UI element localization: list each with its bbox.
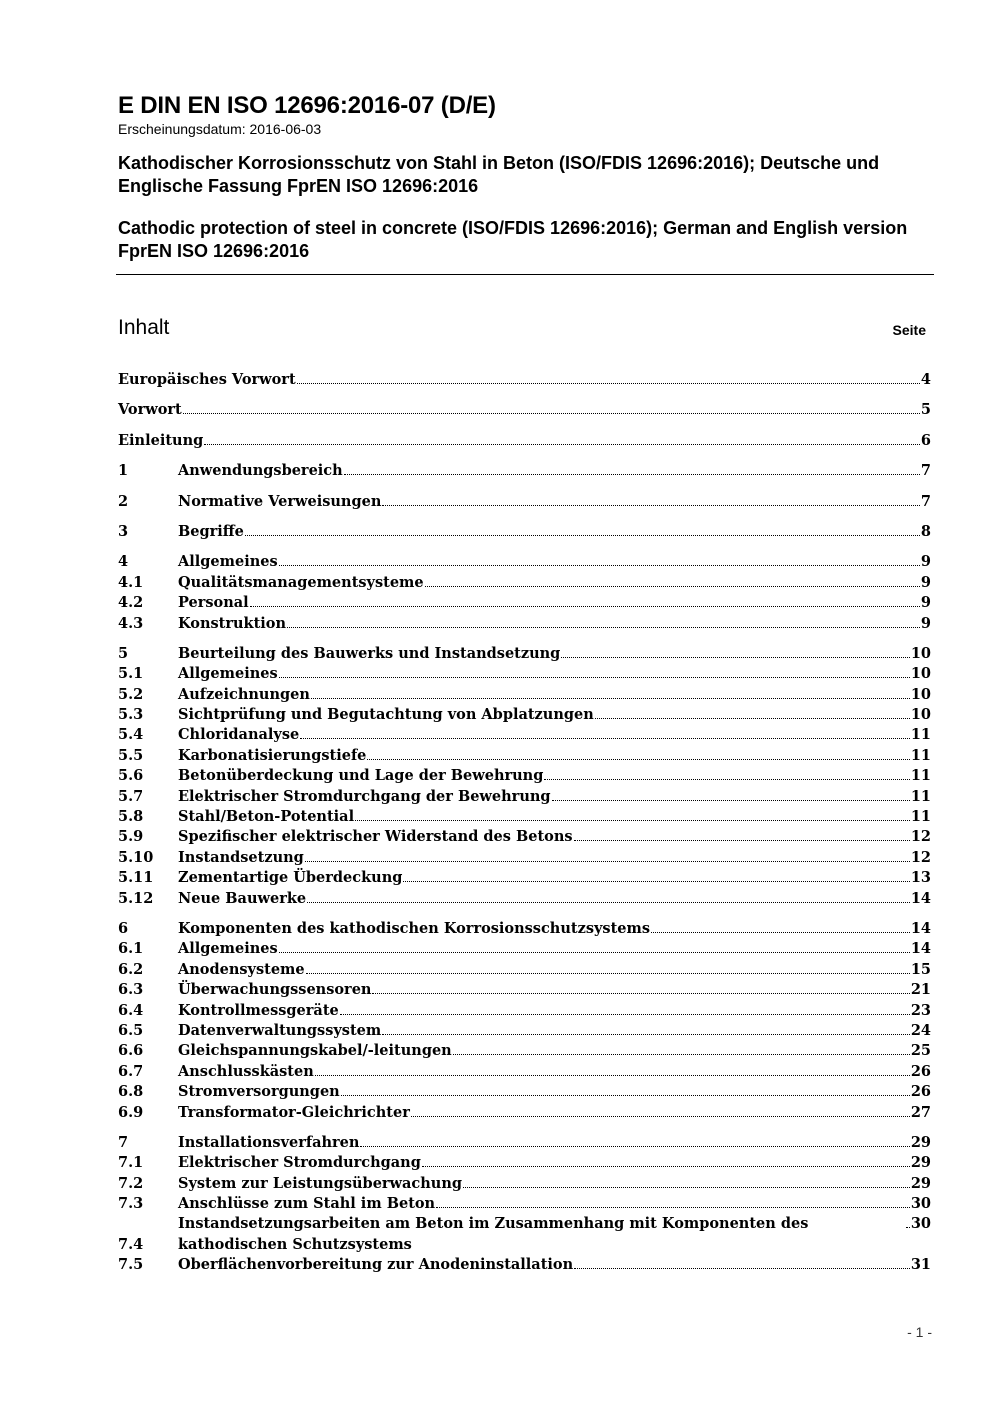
toc-dot-leader: [297, 383, 920, 384]
toc-entry-number: 6.3: [118, 981, 144, 999]
toc-dot-leader: [544, 779, 909, 780]
toc-entry[interactable]: [118, 1041, 931, 1061]
toc-entry-line: [178, 1214, 931, 1255]
toc-entry-page: 10: [910, 685, 931, 703]
toc-entry-label: Personal: [178, 594, 249, 612]
toc-dot-leader: [315, 1075, 910, 1076]
toc-entry-page: 25: [910, 1042, 931, 1060]
toc-dot-leader: [552, 800, 910, 801]
toc-entry[interactable]: [118, 827, 931, 847]
toc-entry[interactable]: [118, 705, 931, 725]
toc-entry-label: Begriffe: [178, 522, 244, 540]
toc-entry-label: Allgemeines: [178, 940, 278, 958]
toc-dot-leader: [453, 1054, 910, 1055]
toc-entry-label: Qualitätsmanagementsysteme: [178, 573, 424, 591]
toc-entry[interactable]: [118, 593, 931, 613]
toc-entry-line: [178, 725, 931, 745]
toc-entry-label: Normative Verweisungen: [178, 492, 382, 510]
toc-entry-number: 3: [118, 522, 129, 540]
toc-entry[interactable]: [118, 552, 931, 572]
toc-entry[interactable]: [118, 1082, 931, 1102]
toc-entry-number: 4.1: [118, 573, 144, 591]
toc-dot-leader: [306, 973, 910, 974]
toc-entry[interactable]: [118, 807, 931, 827]
toc-dot-leader: [340, 1014, 910, 1015]
toc-dot-leader: [300, 738, 910, 739]
toc-entry-number: 5.12: [118, 889, 154, 907]
toc-entry-number: 5.10: [118, 848, 154, 866]
toc-entry-page: 29: [910, 1133, 931, 1151]
toc-entry[interactable]: [118, 644, 931, 664]
toc-dot-leader: [574, 1268, 910, 1269]
toc-entry-number: 6.2: [118, 960, 144, 978]
toc-entry-number: 6.5: [118, 1021, 144, 1039]
toc-entry-page: 10: [910, 665, 931, 683]
toc-dot-leader: [382, 505, 920, 506]
toc-entry-page: 9: [920, 594, 931, 612]
toc-entry[interactable]: [118, 1133, 931, 1153]
toc-dot-leader: [279, 677, 910, 678]
toc-entry-label: Beurteilung des Bauwerks und Instandsetzung: [178, 644, 561, 662]
toc-entry-label: System zur Leistungsüberwachung: [178, 1174, 463, 1192]
toc-entry[interactable]: [118, 1062, 931, 1082]
toc-entry-number: 5.1: [118, 665, 144, 683]
toc-entry[interactable]: [118, 1103, 931, 1123]
toc-entry-number: 5.5: [118, 746, 144, 764]
toc-entry[interactable]: [118, 461, 931, 481]
toc-entry[interactable]: [118, 889, 931, 909]
toc-entry-number: 5.11: [118, 869, 154, 887]
toc-dot-leader: [355, 820, 910, 821]
toc-entry-line: [118, 431, 931, 451]
toc-entry-page: 14: [910, 940, 931, 958]
toc-entry-page: 9: [920, 614, 931, 632]
toc-entry-line: [178, 552, 931, 572]
toc-entry-page: 27: [910, 1103, 931, 1121]
publication-date: Erscheinungsdatum: 2016-06-03: [118, 121, 322, 137]
toc-entry[interactable]: [118, 664, 931, 684]
toc-entry-line: [178, 1133, 931, 1153]
toc-dot-leader: [574, 840, 910, 841]
toc-entry-page: 5: [920, 401, 931, 419]
toc-page-column-label: Seite: [892, 322, 926, 338]
toc-dot-leader: [906, 1227, 910, 1228]
toc-entry-label: Elektrischer Stromdurchgang der Bewehrung: [178, 787, 551, 805]
toc-entry-page: 30: [910, 1195, 931, 1213]
toc-entry-label: Zementartige Überdeckung: [178, 869, 403, 887]
toc-entry[interactable]: [118, 980, 931, 1000]
toc-entry-label: Transformator-Gleichrichter: [178, 1103, 410, 1121]
toc-entry-page: 23: [910, 1001, 931, 1019]
toc-entry-line: [178, 1194, 931, 1214]
toc-entry-line: [178, 644, 931, 664]
toc-entry[interactable]: [118, 1001, 931, 1021]
toc-entry[interactable]: [118, 725, 931, 745]
toc-entry-line: [118, 400, 931, 420]
toc-entry-page: 4: [920, 371, 931, 388]
toc-dot-leader: [360, 1146, 909, 1147]
toc-entry-page: 9: [920, 553, 931, 571]
toc-entry-label: Komponenten des kathodischen Korrosionsschutzsystems: [178, 919, 651, 937]
toc-entry-page: 13: [910, 869, 931, 887]
toc-entry-page: 29: [910, 1174, 931, 1192]
toc-entry-label: Gleichspannungskabel/-leitungen: [178, 1042, 452, 1060]
document-header: [118, 92, 934, 263]
toc-entry-number: 4.2: [118, 594, 144, 612]
toc-entry-page: 15: [910, 960, 931, 978]
toc-entry[interactable]: [118, 492, 931, 512]
toc-entry-page: 26: [910, 1083, 931, 1101]
toc-entry-line: [178, 573, 931, 593]
toc-entry-page: 30: [910, 1215, 931, 1233]
toc-entry-page: 10: [910, 644, 931, 662]
toc-entry-label: Aufzeichnungen: [178, 685, 310, 703]
toc-entry-page: 31: [910, 1256, 931, 1274]
toc-entry-number: 4.3: [118, 614, 144, 632]
toc-entry[interactable]: [118, 1194, 931, 1214]
toc-header: [118, 314, 926, 344]
toc-entry-line: [178, 614, 931, 634]
toc-dot-leader: [183, 413, 920, 414]
toc-entry[interactable]: [118, 919, 931, 939]
toc-entry-page: 26: [910, 1062, 931, 1080]
toc-entry-label: Überwachungssensoren: [178, 981, 372, 999]
toc-entry-line: [178, 889, 931, 909]
toc-entry-label: Instandsetzung: [178, 848, 304, 866]
toc-entry[interactable]: [118, 400, 931, 420]
toc-entry-number: 6.1: [118, 940, 144, 958]
toc-entry-line: [178, 919, 931, 939]
toc-entry-line: [178, 492, 931, 512]
toc-entry-label: Neue Bauwerke: [178, 889, 307, 907]
toc-dot-leader: [422, 1166, 910, 1167]
toc-entry-page: 9: [920, 573, 931, 591]
toc-entry-label: Anodensysteme: [178, 960, 305, 978]
toc-entry[interactable]: [118, 787, 931, 807]
toc-entry-line: [178, 593, 931, 613]
toc-entry-label: Kontrollmessgeräte: [178, 1001, 339, 1019]
toc-entry-line: [118, 370, 931, 390]
toc-entry[interactable]: [118, 939, 931, 959]
toc-entry-number: 2: [118, 492, 129, 510]
toc-entry-label: Datenverwaltungssystem: [178, 1021, 382, 1039]
toc-entry[interactable]: [118, 522, 931, 542]
toc-dot-leader: [307, 902, 910, 903]
header-divider: [116, 274, 934, 275]
title-german: Kathodischer Korrosionsschutz von Stahl in Beton (ISO/FDIS 12696:2016); Deutsche und Englische Fassung FprEN ISO 12696:2016: [118, 153, 880, 196]
toc-dot-leader: [372, 993, 909, 994]
toc-entry-label: Oberflächenvorbereitung zur Anodeninstallation: [178, 1256, 574, 1274]
toc-entry[interactable]: [118, 1174, 931, 1194]
toc-entry-label: Allgemeines: [178, 665, 278, 683]
toc-dot-leader: [245, 535, 920, 536]
toc-entry-line: [178, 522, 931, 542]
toc-entry-line: [178, 848, 931, 868]
toc-entry-number: 7.2: [118, 1174, 144, 1192]
toc-entry[interactable]: [118, 1153, 931, 1173]
toc-entry-number: 4: [118, 553, 129, 571]
toc-entry-page: 7: [920, 462, 931, 480]
toc-entry-number: 6.9: [118, 1103, 144, 1121]
toc-entry-page: 24: [910, 1021, 931, 1039]
toc-entry-page: 11: [910, 746, 931, 764]
document-code: E DIN EN ISO 12696:2016-07 (D/E): [118, 92, 496, 119]
toc-dot-leader: [411, 1116, 910, 1117]
toc-entry-page: 21: [910, 981, 931, 999]
toc-entry-number: 1: [118, 462, 129, 480]
toc-entry-line: [178, 766, 931, 786]
toc-entry[interactable]: [118, 1255, 931, 1275]
toc-entry[interactable]: [118, 431, 931, 451]
toc-entry-label: Elektrischer Stromdurchgang: [178, 1154, 421, 1172]
toc-entry-line: [178, 787, 931, 807]
toc-entry-line: [178, 461, 931, 481]
toc-entry[interactable]: [118, 746, 931, 766]
toc-entry-page: 14: [910, 889, 931, 907]
toc-entry-line: [178, 1001, 931, 1021]
toc-entry-number: 6: [118, 919, 129, 937]
toc-entry-page: 11: [910, 767, 931, 785]
toc-entry-label: Stahl/Beton-Potential: [178, 808, 355, 826]
toc-entry-line: [178, 868, 931, 888]
toc-entry-line: [178, 1103, 931, 1123]
toc-dot-leader: [403, 881, 909, 882]
toc-entry-label: Installationsverfahren: [178, 1133, 360, 1151]
toc-entry-page: 6: [920, 431, 931, 449]
toc-entry-number: 6.8: [118, 1083, 144, 1101]
toc-entry-page: 10: [910, 706, 931, 724]
toc-entry[interactable]: [118, 370, 931, 390]
toc-entry-line: [178, 939, 931, 959]
toc-entry[interactable]: [118, 766, 931, 786]
toc-entry-number: 5.9: [118, 828, 144, 846]
toc-entry-page: 12: [910, 828, 931, 846]
toc-entry-number: 6.4: [118, 1001, 144, 1019]
toc-entry-line: [178, 827, 931, 847]
toc-entry-number: 5: [118, 644, 129, 662]
toc-entry-line: [178, 980, 931, 1000]
toc-entry[interactable]: [118, 685, 931, 705]
toc-entry-label: Spezifischer elektrischer Widerstand des Betons: [178, 828, 573, 846]
toc-entry-page: 11: [910, 787, 931, 805]
page-number: - 1 -: [907, 1324, 932, 1340]
toc-entry-number: 7.4: [118, 1235, 144, 1253]
toc-dot-leader: [595, 718, 910, 719]
toc-entry-number: 5.4: [118, 726, 144, 744]
toc-entry[interactable]: [118, 573, 931, 593]
toc-entry-line: [178, 960, 931, 980]
toc-entry-line: [178, 1041, 931, 1061]
toc-entry[interactable]: [118, 1214, 931, 1255]
toc-dot-leader: [425, 586, 920, 587]
toc-entry[interactable]: [118, 1021, 931, 1041]
toc-entry-line: [178, 1255, 931, 1275]
toc-entry-line: [178, 1082, 931, 1102]
toc-entry-number: 5.7: [118, 787, 144, 805]
toc-entry-label: Anwendungsbereich: [178, 462, 343, 480]
toc-entry[interactable]: [118, 614, 931, 634]
toc-title: Inhalt: [118, 316, 170, 339]
toc-entry-label: Sichtprüfung und Begutachtung von Abplatzungen: [178, 706, 594, 724]
toc-entry-number: 7.1: [118, 1154, 144, 1172]
toc-entry[interactable]: [118, 868, 931, 888]
toc-entry-page: 14: [910, 919, 931, 937]
toc-entry-line: [178, 1153, 931, 1173]
toc-entry-label: Vorwort: [118, 401, 182, 419]
toc-entry-label: Stromversorgungen: [178, 1083, 340, 1101]
toc-entry-label: Betonüberdeckung und Lage der Bewehrung: [178, 767, 544, 785]
toc-entry-label: Chloridanalyse: [178, 726, 300, 744]
toc-entry-number: 7.3: [118, 1195, 144, 1213]
toc-entry-label: Europäisches Vorwort: [118, 371, 296, 388]
toc-dot-leader: [463, 1187, 910, 1188]
toc-entry[interactable]: [118, 848, 931, 868]
toc-entry-line: [178, 1062, 931, 1082]
toc-dot-leader: [344, 474, 920, 475]
toc-dot-leader: [382, 1034, 910, 1035]
toc-dot-leader: [250, 606, 920, 607]
toc-entry-number: 7: [118, 1133, 129, 1151]
toc-entry-number: 5.2: [118, 685, 144, 703]
toc-entry-number: 5.3: [118, 706, 144, 724]
toc-entry-label: Einleitung: [118, 431, 204, 449]
toc-entry-line: [178, 664, 931, 684]
toc-dot-leader: [311, 698, 910, 699]
toc-entry-number: 6.7: [118, 1062, 144, 1080]
toc-entry-number: 6.6: [118, 1042, 144, 1060]
toc-entry-page: 11: [910, 726, 931, 744]
toc-entry-label: Anschlusskästen: [178, 1062, 314, 1080]
toc-entry-label: Allgemeines: [178, 553, 278, 571]
toc-dot-leader: [204, 444, 920, 445]
toc-entry-page: 7: [920, 492, 931, 510]
toc-dot-leader: [279, 565, 920, 566]
toc-dot-leader: [305, 861, 910, 862]
toc-entry-line: [178, 1021, 931, 1041]
toc-entry-line: [178, 685, 931, 705]
title-english: Cathodic protection of steel in concrete (ISO/FDIS 12696:2016); German and English version FprEN ISO 12696:2016: [118, 218, 908, 261]
toc-entry-page: 12: [910, 848, 931, 866]
toc-entry-page: 11: [910, 808, 931, 826]
toc-dot-leader: [287, 627, 920, 628]
toc-entry-label: Karbonatisierungstiefe: [178, 746, 367, 764]
table-of-contents: [118, 370, 931, 1276]
toc-entry-line: [178, 746, 931, 766]
toc-entry-page: 29: [910, 1154, 931, 1172]
toc-entry-label: Konstruktion: [178, 614, 287, 632]
toc-entry-line: [178, 705, 931, 725]
toc-dot-leader: [436, 1207, 910, 1208]
toc-entry[interactable]: [118, 960, 931, 980]
toc-dot-leader: [651, 932, 910, 933]
toc-entry-line: [178, 1174, 931, 1194]
toc-dot-leader: [367, 759, 909, 760]
toc-entry-number: 5.6: [118, 767, 144, 785]
toc-entry-line: [178, 807, 931, 827]
toc-entry-page: 8: [920, 522, 931, 540]
toc-dot-leader: [561, 657, 909, 658]
toc-entry-number: 5.8: [118, 808, 144, 826]
toc-dot-leader: [279, 952, 910, 953]
toc-entry-label: Anschlüsse zum Stahl im Beton: [178, 1195, 436, 1213]
toc-dot-leader: [341, 1095, 910, 1096]
toc-entry-label: Instandsetzungsarbeiten am Beton im Zusammenhang mit Komponenten des kathodischen Schutzsystems: [178, 1215, 809, 1253]
toc-entry-number: 7.5: [118, 1256, 144, 1274]
